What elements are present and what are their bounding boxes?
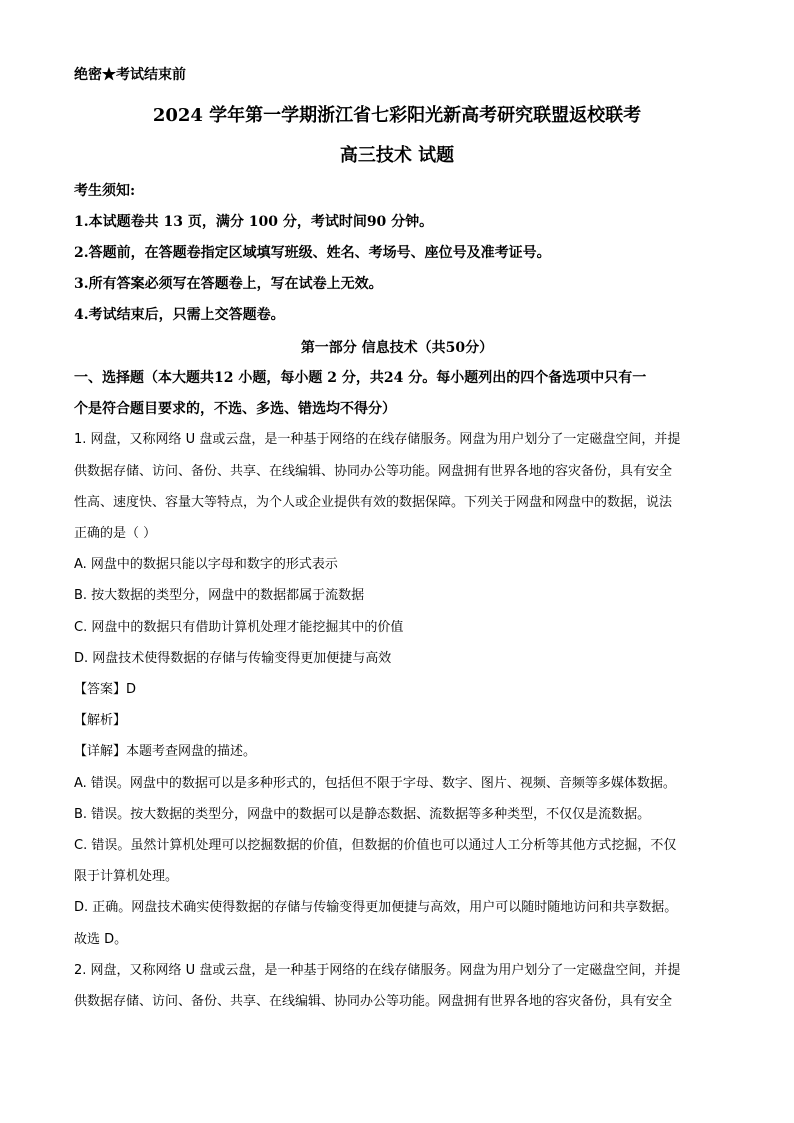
detail-line: 【详解】本题考查网盘的描述。 <box>74 744 257 759</box>
notice-item: 1.本试题卷共 13 页，满分 100 分，考试时间90 分钟。 <box>74 214 434 230</box>
detail-line: 故选 D。 <box>74 932 128 947</box>
notice-item: 2.答题前，在答题卷指定区域填写班级、姓名、考场号、座位号及准考证号。 <box>74 245 551 261</box>
question-stem: 2. 网盘，又称网络 U 盘或云盘，是一种基于网络的在线存储服务。网盘为用户划分了一定磁盘空间，并提 <box>74 963 681 978</box>
notice-item: 3.所有答案必须写在答题卷上，写在试卷上无效。 <box>74 276 383 292</box>
answer-label: 【答案】D <box>74 682 137 697</box>
detail-line: C. 错误。虽然计算机处理可以挖掘数据的价值，但数据的价值也可以通过人工分析等其他方式挖掘，不仅 <box>74 838 677 853</box>
notice-item: 4.考试结束后，只需上交答题卷。 <box>74 307 285 323</box>
section-instruction: 个是符合题目要求的，不选、多选、错选均不得分） <box>74 401 396 417</box>
detail-line: 限于计算机处理。 <box>74 869 179 884</box>
question-stem: 正确的是（ ） <box>74 526 157 541</box>
exam-title: 2024 学年第一学期浙江省七彩阳光新高考研究联盟返校联考 <box>152 105 642 126</box>
question-stem: 供数据存储、访问、备份、共享、在线编辑、协同办公等功能。网盘拥有世界各地的容灾备份，具有安全 <box>74 464 673 479</box>
exam-subtitle: 高三技术 试题 <box>339 145 455 166</box>
detail-line: B. 错误。按大数据的类型分，网盘中的数据可以是静态数据、流数据等多种类型，不仅仅是流数据。 <box>74 807 651 822</box>
question-stem: 供数据存储、访问、备份、共享、在线编辑、协同办公等功能。网盘拥有世界各地的容灾备份，具有安全 <box>74 994 673 1009</box>
notice-heading: 考生须知: <box>74 183 136 199</box>
option-b: B. 按大数据的类型分，网盘中的数据都属于流数据 <box>74 588 365 603</box>
detail-line: A. 错误。网盘中的数据可以是多种形式的，包括但不限于字母、数字、图片、视频、音频等多媒体数据。 <box>74 776 676 791</box>
option-c: C. 网盘中的数据只有借助计算机处理才能挖掘其中的价值 <box>74 620 404 635</box>
option-d: D. 网盘技术使得数据的存储与传输变得更加便捷与高效 <box>74 651 392 666</box>
option-a: A. 网盘中的数据只能以字母和数字的形式表示 <box>74 557 338 572</box>
secret-label: 绝密★考试结束前 <box>74 67 186 83</box>
detail-line: D. 正确。网盘技术确实使得数据的存储与传输变得更加便捷与高效，用户可以随时随地访问和共享数据。 <box>74 900 678 915</box>
part-heading: 第一部分 信息技术（共50分） <box>300 340 494 356</box>
question-stem: 性高、速度快、容量大等特点，为个人或企业提供有效的数据保障。下列关于网盘和网盘中的数据，说法 <box>74 495 673 510</box>
section-instruction: 一、选择题（本大题共12 小题，每小题 2 分，共24 分。每小题列出的四个备选项中只有一 <box>74 370 647 386</box>
question-stem: 1. 网盘，又称网络 U 盘或云盘，是一种基于网络的在线存储服务。网盘为用户划分了一定磁盘空间，并提 <box>74 432 681 447</box>
analysis-label: 【解析】 <box>74 713 127 728</box>
